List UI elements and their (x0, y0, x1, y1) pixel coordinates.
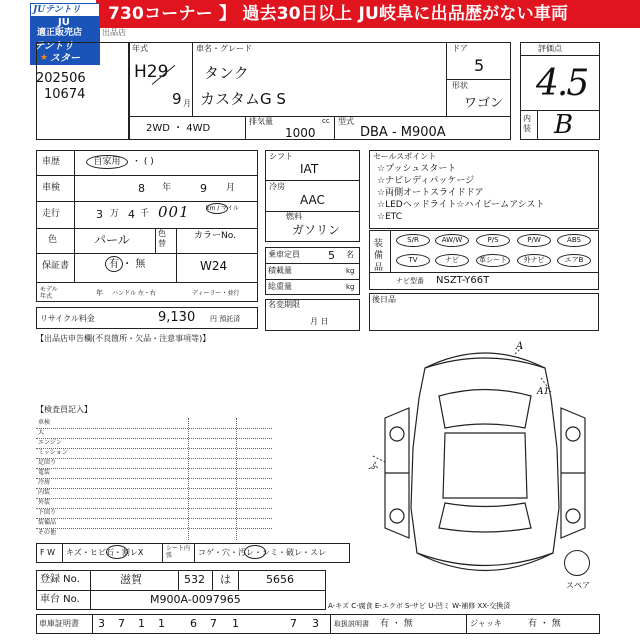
cert-digit: 7 (290, 617, 297, 630)
mileage-sen-unit: 千 (140, 209, 150, 219)
equip-sr: S/R (396, 234, 430, 247)
weight-label: 総重量 (268, 282, 292, 291)
fw-circle (106, 545, 128, 559)
cert-digit: 3 (98, 617, 105, 630)
recycle-label: リサイクル料金 (40, 314, 95, 323)
header-left-box (36, 42, 129, 140)
equip-tv: TV (396, 254, 430, 267)
jack-label: ジャッキ (470, 619, 502, 628)
aircon-label: 冷房 (269, 182, 285, 191)
history-label: 車歴 (42, 157, 61, 167)
namechange-label: 名変期限 (268, 300, 300, 309)
car-rear-window (439, 503, 531, 532)
history-circle: 自家用 (86, 155, 128, 169)
logo-top-text: JUテントリ (33, 5, 81, 15)
grid-row-label: 内装 (38, 489, 51, 496)
warranty-value: 有 ・ 無 (109, 259, 146, 270)
year-label: 年式 (132, 44, 148, 53)
reg-number: 5656 (266, 573, 294, 586)
mileage-units: km / マイル (206, 205, 240, 212)
chassis-number: M900A-0097965 (150, 593, 241, 606)
mileage-man: 3 (96, 208, 103, 221)
sales-point-1: ☆プッシュスタート (377, 164, 457, 174)
shaken-label: 車検 (42, 183, 61, 193)
shift-value: IAT (300, 162, 319, 176)
sales-point-4: ☆LEDヘッドライト☆ハイビームアシスト (377, 200, 545, 210)
banner-text: 730コーナー 】 過去30日以上 JU岐阜に出品歴がない車両 (108, 4, 569, 24)
damage-mark-side: A1 (537, 387, 550, 397)
equip-abs: ABS (557, 234, 591, 247)
cert-digit: 1 (138, 617, 145, 630)
displacement-unit: cc (322, 117, 330, 125)
shaken-month: 9 (200, 182, 207, 195)
chassis-label: 車台 No. (40, 594, 80, 605)
mileage-man-unit: 万 (110, 209, 120, 219)
damage-mark-front: A (516, 341, 524, 352)
inspector-grid (36, 418, 272, 540)
body-label: 形状 (452, 81, 468, 90)
fw-sheet-label: シート内張 (166, 545, 191, 559)
inspector-label: 【検査員記入】 (36, 405, 92, 414)
mileage-sen: 4 (128, 208, 135, 221)
sales-point-2: ☆ナビレディパッケージ (377, 176, 475, 186)
exhibitor-label: 出品店 (102, 28, 126, 37)
grid-row-label: エンジン (38, 439, 62, 446)
capacity-label: 乗車定員 (268, 250, 300, 259)
grid-row-label: 下回り (38, 509, 57, 516)
fuel-label: 燃料 (286, 212, 302, 221)
shift-label: シフト (269, 152, 293, 161)
door-count: 5 (474, 56, 485, 75)
model-year-label: モデル年式 (40, 286, 58, 300)
spare-tire-icon (564, 550, 590, 576)
grid-row-label: その他 (38, 529, 57, 536)
model-month-unit: 月 (183, 99, 191, 108)
sales-point-3: ☆両側オートスライドドア (377, 188, 484, 198)
drive-type: 2WD ・ 4WD (146, 123, 211, 134)
color-change-label: 色替 (158, 229, 166, 248)
reg-label: 登録 No. (40, 574, 80, 585)
color-number: W24 (200, 259, 228, 273)
grid-row-label: 外装 (38, 499, 51, 506)
aircon-value: AAC (300, 193, 325, 207)
model-year-unit: 年 (96, 289, 103, 297)
equip-ps: P/S (476, 234, 510, 247)
declaration-label: 【出品店申告欄(不良箇所・欠品・注意事項等)】 (36, 334, 211, 343)
cert-digit: 1 (158, 617, 165, 630)
logo-ju-text: JU (58, 17, 70, 28)
shaken-month-unit: 月 (226, 183, 236, 193)
cert-label: 車庫証明書 (39, 619, 79, 628)
interior-score: B (554, 110, 574, 140)
doors-label: ドア (452, 44, 468, 53)
reg-kana: は (220, 573, 231, 586)
model-year: H29 (134, 62, 169, 82)
load-unit: kg (346, 267, 355, 275)
grid-row-label: ミッション (38, 449, 68, 456)
after-items-label: 後日品 (372, 295, 396, 304)
equip-pw: P/W (517, 234, 551, 247)
navi-model: NSZT-Y66T (436, 275, 490, 286)
cert-digit: 7 (118, 617, 125, 630)
recycle-unit: 円 預託済 (210, 315, 241, 323)
damage-legend: A-キズ C-腐食 E-エクボ S-サビ U-凹ミ W-補修 XX-交換済 (328, 602, 511, 610)
manual-value: 有 ・ 無 (380, 619, 413, 629)
shaken-year-unit: 年 (162, 183, 172, 193)
fuel-value: ガソリン (292, 223, 341, 237)
weight-unit: kg (346, 283, 355, 291)
spec-block (36, 150, 258, 302)
stock-number-1: 202506 (36, 71, 86, 86)
fw-sheet-items: コゲ・穴・汚レ・シミ・破レ・スレ (198, 548, 326, 557)
logo-dealer-text: 適正販売店 (37, 28, 83, 38)
equip-aw: AW/W (435, 234, 469, 247)
spare-label: スペア (566, 581, 590, 590)
cert-digit: 3 (312, 617, 319, 630)
sales-point-5: ☆ETC (377, 212, 403, 222)
car-name: タンク (204, 64, 249, 82)
equipment-label: 装備品 (374, 239, 384, 273)
handle-text: ハンドル 左・右 (112, 290, 156, 297)
after-items-box (369, 293, 599, 331)
logo-star-text-1: テントリ (34, 41, 74, 52)
logo-star-text-2: スター (50, 53, 80, 64)
star-icon: ★ (40, 53, 49, 63)
grid-row-label: 装備品 (38, 519, 57, 526)
evaluation-score: 4.5 (536, 63, 588, 104)
color-number-label: カラーNo. (194, 231, 236, 241)
namechange-unit: 月 日 (310, 317, 329, 326)
car-roof (443, 433, 527, 498)
dealer-text: ディーラー・並行 (192, 290, 240, 297)
evaluation-label: 評価点 (538, 44, 562, 53)
warranty-label: 保証書 (42, 261, 70, 271)
displacement-label: 排気量 (249, 117, 273, 126)
car-grade: カスタムG S (200, 90, 286, 108)
car-windshield (439, 390, 531, 429)
history-rest: ・ ( ) (132, 157, 154, 167)
body-type: ワゴン (464, 96, 504, 111)
load-label: 積載量 (268, 266, 292, 275)
mileage-label: 走行 (42, 209, 61, 219)
color-value: パール (94, 233, 130, 247)
reg-class: 532 (184, 573, 205, 586)
shaken-year: 8 (138, 182, 145, 195)
recycle-value: 9,130 (158, 310, 196, 325)
equip-airbag: エアB (557, 254, 591, 267)
mileage-handwritten: 001 (158, 203, 190, 221)
damage-mark-left: ふ (368, 461, 378, 472)
manual-label: 取扱説明書 (334, 620, 369, 628)
sales-points-label: セールスポイント (373, 152, 437, 161)
model-month: 9 (172, 90, 182, 108)
grid-row-label: 足回り (38, 459, 57, 466)
equip-ext-navi: 外ナビ (517, 254, 551, 267)
fw-sheet-circle (244, 545, 266, 559)
model-code-label: 型式 (338, 117, 354, 126)
navi-model-label: ナビ型番 (396, 277, 424, 285)
capacity-unit: 名 (346, 250, 354, 259)
grid-row-label: 冷房 (38, 479, 51, 486)
grid-row-label: 電装 (38, 469, 51, 476)
cert-digit: 6 (190, 617, 197, 630)
cert-digit: 1 (232, 617, 239, 630)
equip-leather: 革シート (476, 254, 510, 267)
stock-number-2: 10674 (44, 87, 86, 102)
equip-navi: ナビ (435, 254, 469, 267)
model-code: DBA - M900A (360, 125, 446, 140)
capacity-value: 5 (328, 249, 335, 262)
fw-label: F W (40, 548, 56, 557)
reg-place: 滋賀 (120, 573, 142, 586)
fw-items: キズ・ヒビ石・割レX (66, 548, 144, 557)
jack-value: 有 ・ 無 (528, 619, 561, 629)
grid-row-label: 車検 (38, 419, 51, 426)
color-label: 色 (48, 235, 58, 245)
carname-label: 車名・グレード (196, 44, 252, 53)
interior-label: 内装 (523, 114, 531, 133)
displacement-value: 1000 (285, 126, 316, 140)
cert-digit: 7 (210, 617, 217, 630)
grid-row-label: 大 (38, 429, 45, 436)
